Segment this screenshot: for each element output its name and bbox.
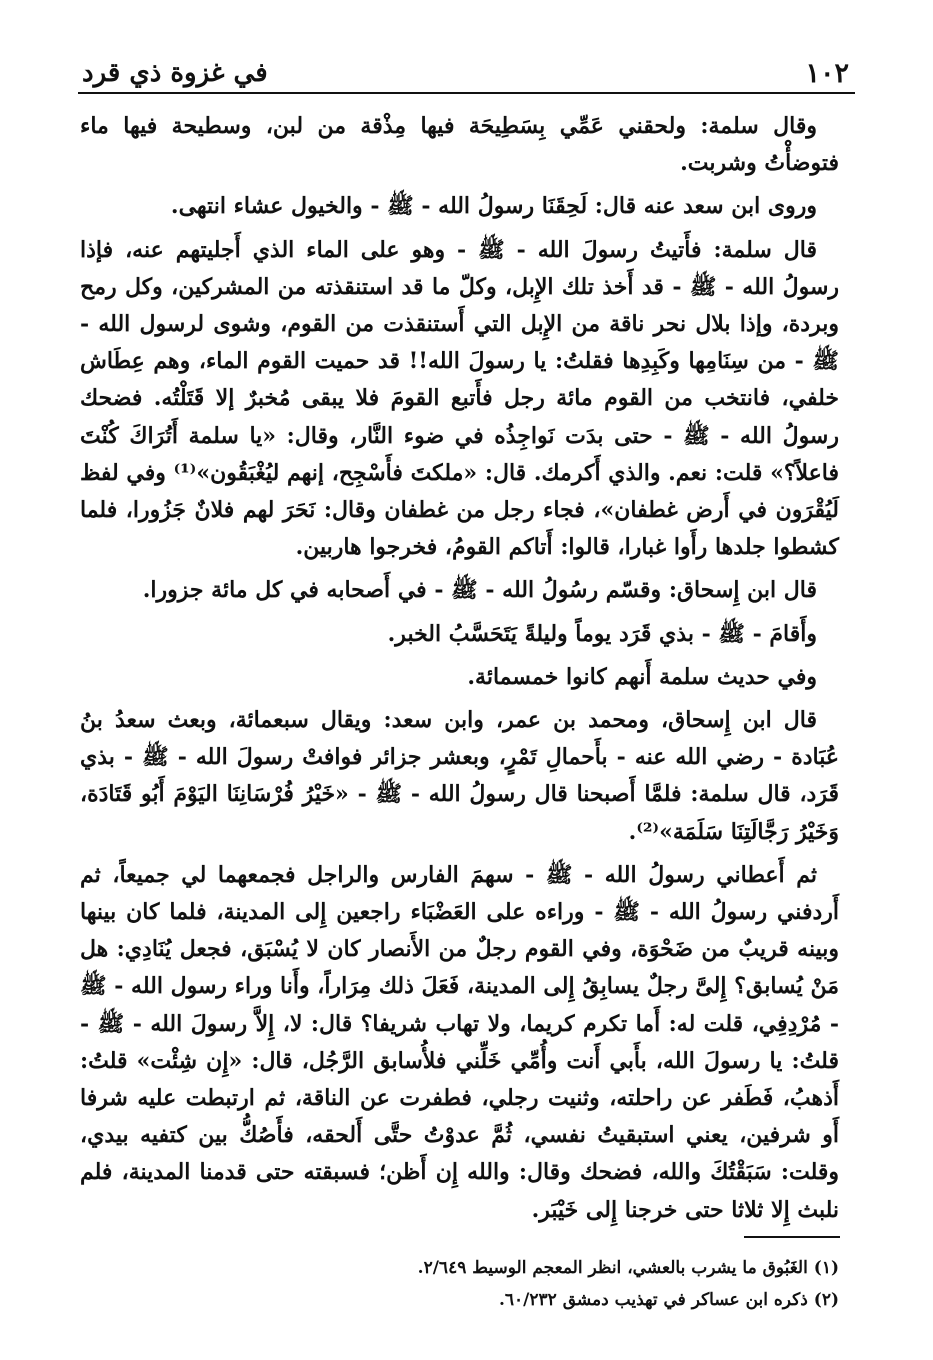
paragraph: وفي حديث سلمة أَنهم كانوا خمسمائة. bbox=[467, 663, 817, 690]
paragraph: ثم أَعطاني رسولُ الله - ﷺ - سهمَ الفارس والراجل فجمعهما لي جميعاً، ثم أَردفني رسولُ الله - ﷺ - وراءه على العَضْبَاء راجعين إِلى المدينة، فلما كان بينها وبينه قريبٌ من ضَحْوَة، وفي القوم رجلٌ من الأَنصار كان لا يُسْبَق، فجعل يُنَادِي: هل مَنْ يُسابق؟ إِلىَّ رجلٌ يسابِقُ إِلى المدينة، فَعَلَ ذلك مِرَاراً، وأَنا وراء رسول الله - ﷺ - مُرْدِفِي، قلت له: أَما تكرم كريما، ولا تهاب شريفا؟ قال: لا، إِلاَّ رسولَ الله - ﷺ - قلتُ: يا رسولَ الله، بأَبي أَنت وأُمِّي خَلِّني فلأُسابق الرَّجُل، قال: «إِن شِئْت» قلتُ: أَذهبُ، فَطَفر عن راحلته، وثنيت رجلي، فطفرت عن الناقة، ثم ارتبطت عليه شرفا أَو شرفين، يعني استبقيتُ نفسي، ثُمَّ عدوْتُ حتَّى أَلحقه، فأَصُكُّ بين كتفيه بيدي، وقلت: سَبَقْتُكَ والله، فضحك وقال: والله إِن أَظن؛ فسبقته حتى قدمنا المدينة، فلم نلبث إِلا ثلاثا حتى خرجنا إِلى خَيْبَر. bbox=[80, 861, 839, 1223]
paragraph: قال ابن إِسحاق: وقسّم رسُولُ الله - ﷺ - في أَصحابه في كل مائة جزورا. bbox=[142, 577, 817, 604]
footnote: (١) الغَبُوق ما يشرب بالعشي، انظر المعجم الوسيط ٢/٦٤٩. bbox=[417, 1258, 839, 1278]
body-text bbox=[80, 108, 839, 1235]
paragraph: وقال سلمة: ولحقني عَمِّي بِسَطِيحَة فيها مِذْقة من لبن، وسطيحة فيها ماء فتوضأْتُ وشربت. bbox=[80, 113, 839, 177]
running-header bbox=[78, 52, 855, 94]
header-rule bbox=[78, 92, 855, 94]
footnote: (٢) ذكره ابن عساكر في تهذيب دمشق ٦٠/٢٣٢. bbox=[499, 1290, 839, 1310]
footnote-rule bbox=[744, 1236, 840, 1238]
paragraph: وأَقامَ - ﷺ - بذي قَرَد يوماً وليلةً يَتَحَسَّبُ الخبر. bbox=[387, 620, 817, 647]
page-number: ١٠٢ bbox=[805, 58, 849, 89]
running-title: في غزوة ذي قرد bbox=[82, 58, 268, 88]
paragraph: قال ابن إِسحاق، ومحمد بن عمر، وابن سعد: ويقال سبعمائة، وبعث سعدُ بنُ عُبَادة - رضي الله عنه - بأَحمالِ تَمْرٍ، وبعشر جزائر فوافتْ رسولَ الله - ﷺ - بذي قَرَد، قال سلمة: فلمَّا أَصبحنا قال رسولُ الله - ﷺ - «خَيْرُ فُرْسَانِنَا اليَوْمَ أَبُو قَتَادَة، وَخَيْرُ رَجَّالَتِنَا سَلَمَة»⁽²⁾. bbox=[80, 707, 839, 845]
paragraph: قال سلمة: فأَتيتُ رسولَ الله - ﷺ - وهو على الماء الذي أَجليتهم عنه، فإذا رسولُ الله - ﷺ - قد أَخذ تلك الإِبل، وكلّ ما قد استنقذته من المشركين، وكل رمح وبردة، وإذا بلال نحر ناقة من الإِبل التي أَستنقذت من القوم، وشوى لرسول الله - ﷺ - من سِنَامِها وكَبِدِها فقلتُ: يا رسولَ الله!! قد حميت القوم الماء، وهم عِطَاش خلفي، فانتخب من القوم مائة رجل فأَتبع القومَ فلا يبقى مُخبرٌ إلا قَتَلْتُه. فضحك رسولُ الله - ﷺ - حتى بدَت نَواجِذُه في ضوء النَّار، وقال: «يا سلمة أَتُرَاكَ كُنْتَ فاعلاً؟» قلت: نعم. والذي أَكرمك. قال: «ملكتَ فأَسْجِح، إنهم ليُغْبَقُون»⁽¹⁾ وفي لفظ لَيُقْرَون في أَرض غطفان»، فجاء رجل من غطفان وقال: نَحَرَ لهم فلانٌ جَزُورا، فلما كشطوا جلدها رأَوا غبارا، قالوا: أَتاكم القومُ، فخرجوا هاربين. bbox=[80, 236, 839, 561]
paragraph: وروى ابن سعد عنه قال: لَحِقَنَا رسولُ الله - ﷺ - والخيول عشاء انتهى. bbox=[170, 193, 817, 220]
footnotes bbox=[80, 1252, 839, 1316]
